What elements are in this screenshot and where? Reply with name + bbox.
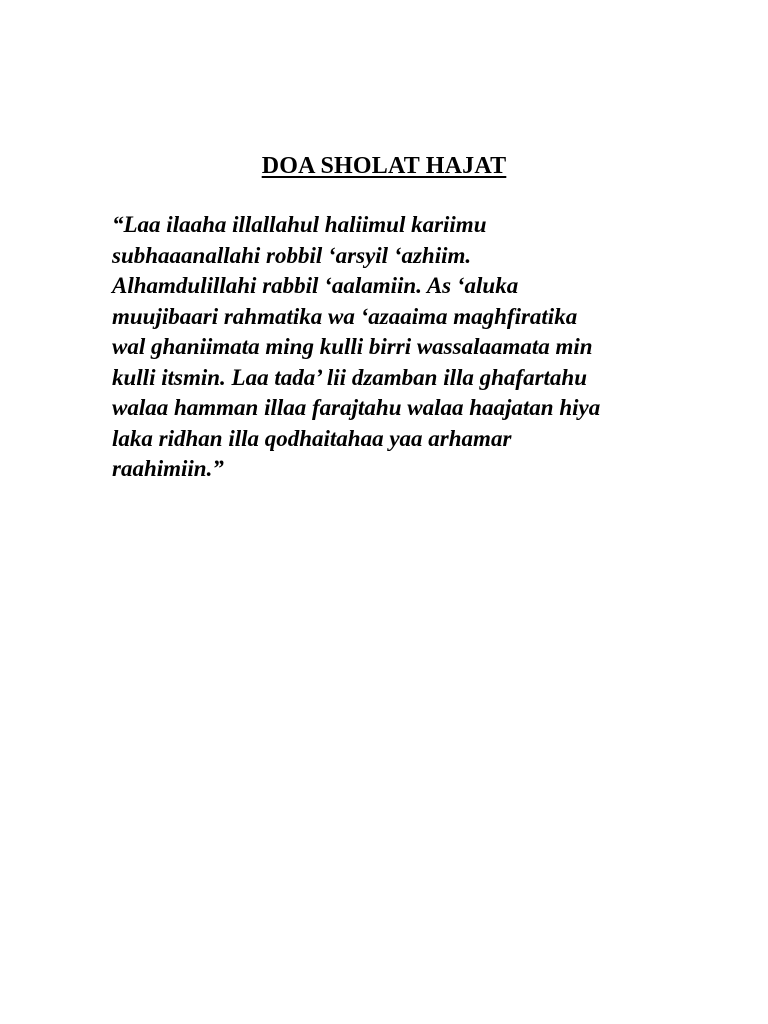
prayer-line: Alhamdulillahi rabbil ‘aalamiin. As ‘aluka xyxy=(112,273,519,298)
prayer-line: muujibaari rahmatika wa ‘azaaima maghfiratika xyxy=(112,303,578,329)
prayer-line: walaa hamman illaa farajtahu walaa haajatan hiya xyxy=(112,395,601,420)
prayer-line: kulli itsmin. Laa tada’ lii dzamban illa ghafartahu xyxy=(112,364,588,390)
prayer-line: laka ridhan illa qodhaitahaa yaa arhamar xyxy=(112,425,512,451)
prayer-line: wal ghaniimata ming kulli birri wassalaamata min xyxy=(112,334,593,359)
prayer-text xyxy=(112,210,672,485)
prayer-line: “Laa ilaaha illallahul haliimul kariimu xyxy=(112,212,487,237)
prayer-line: subhaaanallahi robbil ‘arsyil ‘azhiim. xyxy=(112,242,472,268)
prayer-line: raahimiin.” xyxy=(112,456,224,481)
document-title: DOA SHOLAT HAJAT xyxy=(261,153,507,179)
